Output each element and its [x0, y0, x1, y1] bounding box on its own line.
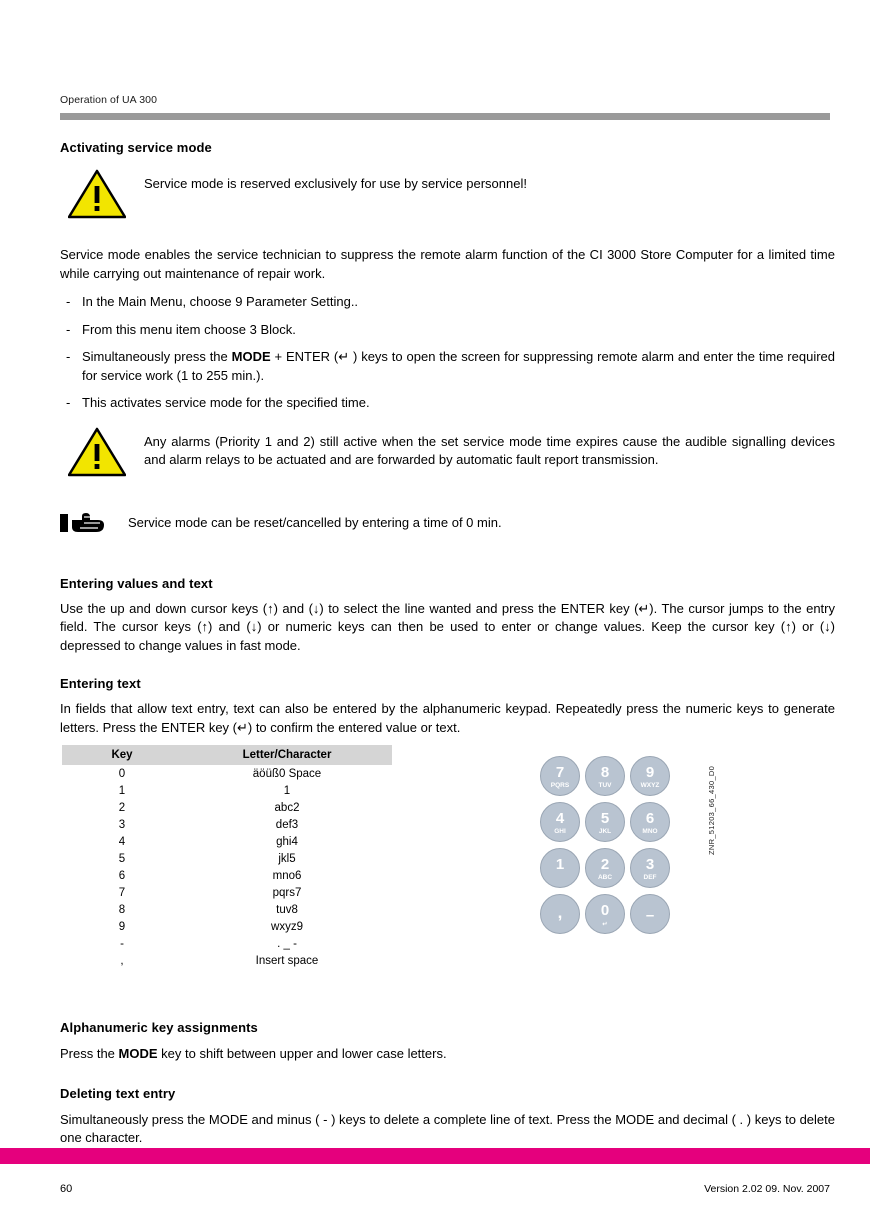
key-1: [540, 848, 580, 888]
column-header-letter: Letter/Character: [182, 745, 392, 765]
list-item: [60, 394, 835, 413]
key-number: 0: [600, 902, 610, 919]
cell-letter: pqrs7: [272, 886, 302, 899]
warning-text-2: Any alarms (Priority 1 and 2) still active when the set service mode time expires cause the audible signalling devices and alarm relays to be actuated and are forwarded by automatic fault report transmission.: [144, 433, 835, 467]
key-letters: GHI: [554, 828, 566, 835]
cell-key: 7: [118, 886, 126, 899]
step-text-3-bold: MODE: [231, 349, 271, 364]
table-row: [62, 918, 392, 935]
heading-deleting-text-entry: Deleting text entry: [60, 1085, 176, 1101]
list-item: [60, 293, 835, 312]
heading-entering-values-and-text: Entering values and text: [60, 575, 213, 591]
cell-letter: ghi4: [276, 835, 298, 848]
key-3: [630, 848, 670, 888]
main-content: [60, 140, 835, 737]
cell-letter: wxyz9: [271, 920, 303, 933]
cell-key: 5: [118, 852, 126, 865]
version-label: Version 2.02 09. Nov. 2007: [704, 1183, 830, 1195]
cell-letter: äöüß0 Space: [252, 767, 322, 780]
keypad-row-456: [540, 802, 700, 842]
pointing-hand-icon: [60, 508, 110, 543]
cell-key: 3: [118, 818, 126, 831]
cell-letter: mno6: [272, 869, 302, 882]
service-mode-intro: Service mode enables the service technician to suppress the remote alarm function of the CI 3000 Store Computer for a limited time while carrying out maintenance of repair work.: [60, 247, 835, 281]
key-2: [585, 848, 625, 888]
cell-letter: 1: [283, 784, 291, 797]
key-comma: [540, 894, 580, 934]
note-block: [60, 508, 835, 543]
key-assignment-table-area: [62, 745, 392, 969]
key-6: [630, 802, 670, 842]
step-text-2: From this menu item choose 3 Block.: [82, 321, 296, 337]
note-text: Service mode can be reset/cancelled by entering a time of 0 min.: [128, 514, 502, 530]
dash-bullet: -: [66, 294, 71, 309]
warning-text-1: Service mode is reserved exclusively for use by service personnel!: [144, 176, 527, 191]
table-header-row: [62, 745, 392, 765]
key-number: 2: [600, 856, 610, 873]
dash-bullet: -: [66, 321, 71, 337]
key-9: [630, 756, 670, 796]
key-4: [540, 802, 580, 842]
table-row: [62, 833, 392, 850]
keypad-row-789: [540, 756, 700, 796]
cell-key: 8: [118, 903, 126, 916]
warning-block-1: [60, 169, 835, 224]
cell-letter: jkl5: [278, 852, 296, 865]
service-mode-steps: [60, 293, 835, 413]
list-item: [60, 321, 835, 340]
footer-color-bar: [0, 1148, 870, 1164]
table-row: [62, 850, 392, 867]
keypad-row-bottom: [540, 894, 700, 934]
key-assignments-body-bold: MODE: [118, 1046, 158, 1061]
figure-reference-code: ZNR_51203_66_430_D0: [707, 765, 716, 855]
deleting-body: Simultaneously press the MODE and minus ( - ) keys to delete a complete line of text. Press the MODE and decimal ( . ) keys to delete one character.: [60, 1111, 835, 1145]
cell-letter: abc2: [274, 801, 300, 814]
key-number: 6: [645, 810, 655, 827]
heading-entering-text: Entering text: [60, 676, 141, 691]
page-number: 60: [60, 1183, 73, 1195]
cell-key: -: [120, 937, 124, 950]
enter-arrow-icon: ↵: [602, 920, 608, 928]
key-number: 9: [645, 764, 655, 781]
key-number: 4: [555, 810, 565, 827]
table-row: [62, 799, 392, 816]
warning-block-2: [60, 427, 835, 482]
key-assignment-table: [62, 745, 392, 969]
key-assignments-body: [60, 1045, 835, 1064]
key-number: ,: [557, 903, 563, 922]
key-letters: PQRS: [550, 782, 570, 789]
entering-text-body: In fields that allow text entry, text can also be entered by the alphanumeric keypad. Repeatedly press the numeric keys to generate letters. Press the ENTER key (↵) to confirm the entered value or text.: [60, 701, 835, 735]
step-text-3-pre: Simultaneously press the: [82, 349, 232, 364]
keypad-illustration: [540, 756, 700, 940]
table-row: [62, 765, 392, 782]
heading-activating-service-mode: Activating service mode: [60, 140, 212, 155]
cell-letter: Insert space: [255, 954, 319, 967]
running-header: Operation of UA 300: [60, 94, 158, 106]
key-number: 7: [555, 764, 565, 781]
table-row: [62, 935, 392, 952]
key-number: 1: [555, 856, 565, 873]
cell-key: 2: [118, 801, 126, 814]
key-0: [585, 894, 625, 934]
key-number: 3: [645, 856, 655, 873]
key-letters: TUV: [598, 782, 612, 789]
cell-key: 1: [118, 784, 126, 797]
key-letters: DEF: [643, 874, 657, 881]
cell-letter: tuv8: [276, 903, 298, 916]
table-row: [62, 816, 392, 833]
key-number: 8: [600, 764, 610, 781]
key-assignments-body-pre: Press the: [60, 1046, 119, 1061]
table-row: [62, 901, 392, 918]
cell-letter: def3: [275, 818, 299, 831]
key-letters: WXYZ: [640, 782, 660, 789]
cell-key: 6: [118, 869, 126, 882]
entering-values-body: Use the up and down cursor keys (↑) and (↓) to select the line wanted and press the ENTER key (↵). The cursor jumps to the entry field. The cursor keys (↑) and (↓) or numeric keys can then be used to enter or change values. Keep the cursor key (↑) or (↓) depressed to change values in fast mode.: [60, 600, 835, 653]
lower-sections: [60, 1020, 835, 1148]
cell-letter: . _ -: [277, 937, 297, 950]
table-row: [62, 867, 392, 884]
key-5: [585, 802, 625, 842]
dash-bullet: -: [66, 349, 71, 364]
step-text-1: In the Main Menu, choose 9 Parameter Setting..: [82, 294, 359, 309]
table-row: [62, 782, 392, 799]
heading-alphanumeric-key-assignments: Alphanumeric key assignments: [60, 1020, 258, 1035]
key-minus: [630, 894, 670, 934]
key-number: 5: [600, 810, 610, 827]
cell-key: 9: [118, 920, 126, 933]
step-text-3-post: + ENTER (↵ ) keys to open the screen for suppressing remote alarm and enter the time required for service work (1 to 255 min.).: [82, 349, 835, 383]
key-letters: ABC: [597, 874, 613, 881]
cell-key: 0: [118, 767, 126, 780]
cell-key: 4: [118, 835, 126, 848]
key-assignments-body-post: key to shift between upper and lower case letters.: [157, 1046, 447, 1061]
warning-triangle-icon: [68, 169, 130, 224]
key-number: –: [645, 907, 655, 924]
list-item: [60, 348, 835, 385]
dash-bullet: -: [66, 395, 71, 410]
table-row: [62, 884, 392, 901]
header-rule: [60, 113, 830, 120]
warning-triangle-icon: [68, 427, 130, 482]
key-8: [585, 756, 625, 796]
key-letters: JKL: [598, 828, 612, 835]
step-text-4: This activates service mode for the specified time.: [82, 395, 370, 410]
column-header-key: Key: [62, 745, 182, 765]
key-7: [540, 756, 580, 796]
keypad-row-123: [540, 848, 700, 888]
key-letters: MNO: [642, 828, 658, 835]
cell-key: ,: [120, 954, 124, 967]
table-row: [62, 952, 392, 969]
